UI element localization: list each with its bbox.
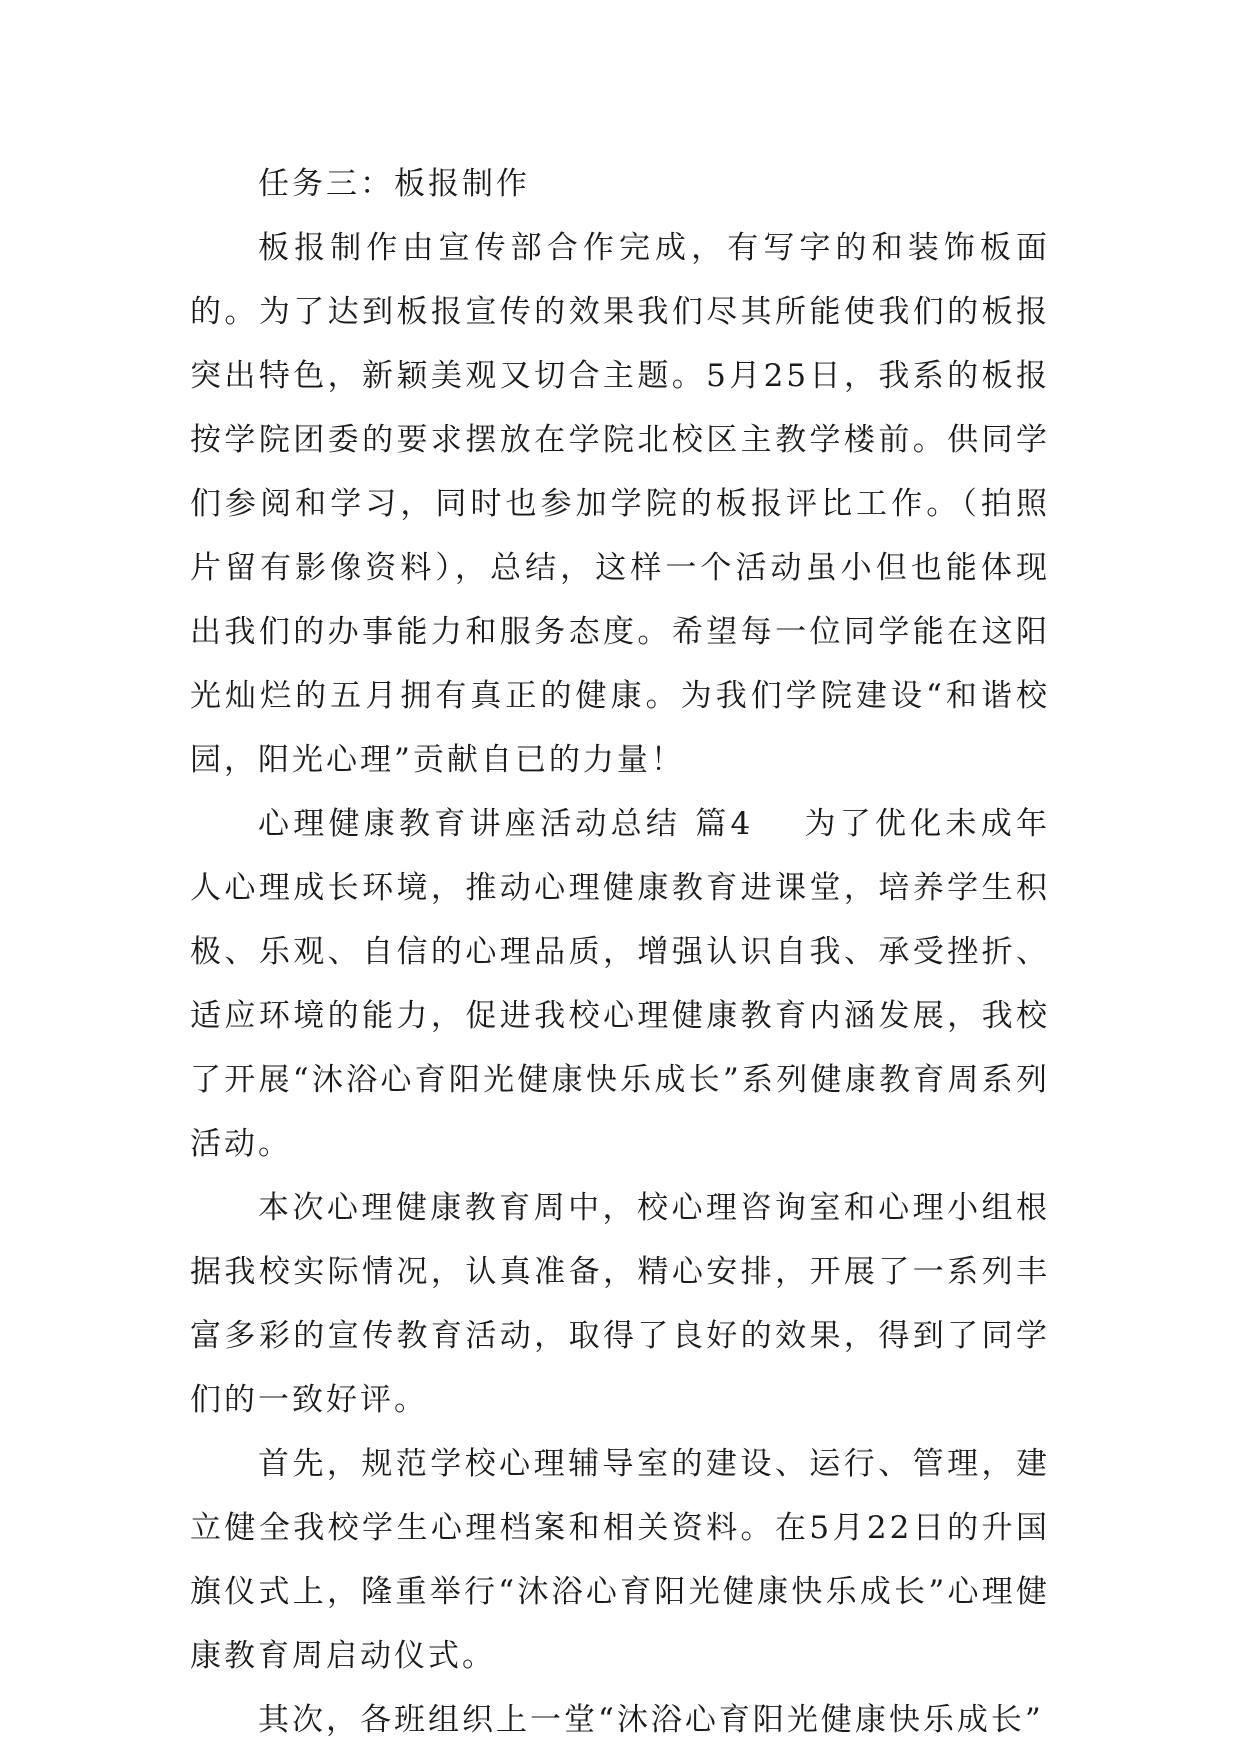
paragraph-board-production: 板报制作由宣传部合作完成，有写字的和装饰板面的。为了达到板报宣传的效果我们尽其所能使我们的板报突出特色，新颖美观又切合主题。5月25日，我系的板报按学院团委的要求摆放在学院北校区主教学楼前。供同学们参阅和学习，同时也参加学院的板报评比工作。（拍照片留有影像资料），总结，这样一个活动虽小但也能体现出我们的办事能力和服务态度。希望每一位同学能在这阳光灿烂的五月拥有真正的健康。为我们学院建设“和谐校园，阳光心理”贡献自已的力量！ bbox=[190, 230, 1050, 778]
section-intro: 为了优化未成年人心理成长环境，推动心理健康教育进课堂，培养学生积极、乐观、自信的心理品质，增强认识自我、承受挫折、适应环境的能力，促进我校心理健康教育内涵发展，我校了开展“沐浴心育阳光健康快乐成长”系列健康教育周系列活动。 bbox=[190, 806, 1051, 1162]
section-opening-paragraph bbox=[190, 792, 1050, 1176]
section-title: 心理健康教育讲座活动总结 篇4 bbox=[258, 806, 754, 842]
paragraph-second: 其次，各班组织上一堂“沐浴心育阳光健康快乐成长” bbox=[258, 1702, 1044, 1738]
task-heading: 任务三：板报制作 bbox=[258, 166, 530, 202]
paragraph-first: 首先，规范学校心理辅导室的建设、运行、管理，建立健全我校学生心理档案和相关资料。在5月22日的升国旗仪式上，隆重举行“沐浴心育阳光健康快乐成长”心理健康教育周启动仪式。 bbox=[190, 1446, 1050, 1674]
document-page bbox=[190, 152, 1050, 1752]
paragraph-activity-week: 本次心理健康教育周中，校心理咨询室和心理小组根据我校实际情况，认真准备，精心安排，开展了一系列丰富多彩的宣传教育活动，取得了良好的效果，得到了同学们的一致好评。 bbox=[190, 1190, 1050, 1418]
